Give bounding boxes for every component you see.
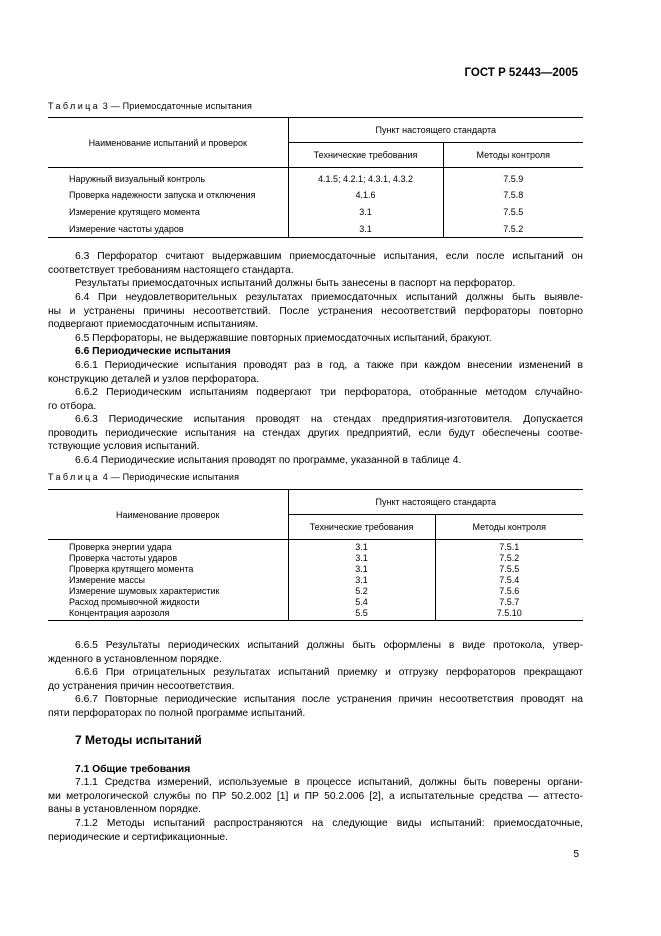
text-line: 6.6.3 Периодические испытания проводят на стендах предприятия-изготовителя. Допускается [75,414,583,425]
table3-cell-method: 7.5.9 [503,174,524,185]
text-line: 7.1.1 Средства измерений, используемые в процессе испытаний, должны быть поверены органи- [75,777,583,788]
table-row [48,221,583,238]
table3-cell-name: Измерение частоты ударов [48,221,288,238]
table4-cell-name: Измерение массы [69,575,145,585]
table3-head-methods: Методы контроля [443,143,583,168]
table-row [48,540,583,553]
page-number: 5 [573,849,579,860]
text-line: ны и устранены причины несоответствий. После устранения несоответствий перфораторы повторно [48,305,583,317]
table4-caption [48,472,239,482]
paragraph-6-5 [48,332,583,346]
table4-cell-name: Измерение шумовых характеристик [69,586,220,596]
table-row [48,586,583,597]
table4-cell-name: Проверка энергии удара [69,542,172,553]
paragraph-6-6-6 [48,666,583,693]
text-line: 6.6.1 Периодические испытания проводят раз в год, а также при каждом внесении изменений в [75,360,583,371]
table4-cell-tech: 5.5 [288,608,435,621]
table4-cell-method: 7.5.4 [499,575,520,585]
table3-cell-method: 7.5.2 [443,221,583,238]
table3-cell-name: Измерение крутящего момента [69,207,200,217]
table3-cell-tech: 4.1.5; 4.2.1; 4.3.1, 4.3.2 [288,168,443,187]
table-row [48,187,583,204]
text-line: 7.1.2 Методы испытаний распространяются на следующие виды испытаний: приемосдаточные, [75,818,583,829]
table4-cell-method: 7.5.1 [499,542,520,553]
text-line: 6.4 При неудовлетворительных результатах приемосдаточных испытаний должны быть выявле- [75,292,583,303]
text-line: проводить периодические испытания на стендах других предприятий, если будут обеспечены соотве- [48,427,583,439]
section-heading: 6.6 Периодические испытания [75,346,231,357]
text-line: пяти перфораторах по полной программе испытаний. [48,707,306,719]
table4-cell-name: Концентрация аэрозоля [48,608,288,621]
table-row [48,575,583,586]
table4 [48,489,583,621]
table4-cell-tech: 3.1 [288,564,435,575]
text-line: ми метрологической службы по ПР 50.2.002 [1] и ПР 50.2.006 [2], а испытательные средства — аттесто- [48,790,583,802]
table3 [48,117,583,238]
paragraph-6-6-2 [48,386,583,413]
table-row [48,204,583,221]
section-heading: 7.1 Общие требования [75,764,191,775]
text-line: 6.6.5 Результаты периодических испытаний должны быть оформлены в виде протокола, утвер- [75,640,583,651]
table4-cell-method: 7.5.7 [499,597,520,607]
table4-head-punkt: Пункт настоящего стандарта [288,490,583,515]
table4-cell-method: 7.5.2 [499,553,520,563]
table4-cell-method: 7.5.6 [499,586,520,596]
text-line: подвергают приемосдаточным испытаниям. [48,319,259,331]
table3-cell-tech: 3.1 [288,204,443,221]
text-line: 6.6.2 Периодическим испытаниям подвергают три перфоратора, отобранные методом случайно- [75,387,583,398]
table-row [48,553,583,564]
text-line: до устранения причин несоответствия. [48,680,235,692]
section-7-title: 7 Методы испытаний [75,733,202,747]
text-line: конструкцию деталей и узлов перфоратора. [48,373,260,385]
table4-caption-text: 4 — Периодические испытания [102,472,240,482]
table4-cell-tech: 3.1 [288,540,435,553]
text-line: соответствует требованиям настоящего стандарта. [48,264,294,276]
table-row [48,608,583,621]
text-line: 6.5 Перфораторы, не выдержавшие повторных приемосдаточных испытаний, бракуют. [75,333,492,344]
paragraph-6-6-7 [48,693,583,720]
table4-caption-word: Таблица [48,472,101,482]
text-line: жденного в установленном порядке. [48,653,222,665]
document-header: ГОСТ Р 52443—2005 [464,67,578,79]
table3-caption-text: 3 — Приемосдаточные испытания [102,101,253,111]
table3-cell-method: 7.5.5 [503,207,524,217]
text-line: 6.6.6 При отрицательных результатах испытаний приемку и отгрузку перфораторов прекращают [75,667,583,678]
table4-cell-method: 7.5.5 [499,564,520,574]
text-line: периодические и сертификационные. [48,831,228,843]
table3-cell-name: Наружный визуальный контроль [69,174,206,185]
text-line: тствующие условия испытаний. [48,441,200,453]
table3-head-punkt: Пункт настоящего стандарта [288,118,583,143]
paragraph-6-6-4 [48,454,583,468]
paragraph-6-6-3 [48,413,583,454]
table4-cell-tech: 3.1 [288,575,435,586]
paragraph-6-4 [48,291,583,332]
table3-caption [48,101,252,111]
paragraph-6-6-1 [48,359,583,386]
table4-head-methods: Методы контроля [435,515,583,540]
text-line: 6.3 Перфоратор считают выдержавшим приемосдаточные испытания, если после испытаний он [75,251,583,262]
table4-head-tech: Технические требования [288,515,435,540]
table-row [48,564,583,575]
table3-cell-tech: 4.1.6 [288,187,443,204]
text-line: ваны в установленном порядке. [48,804,201,816]
table4-cell-tech: 5.2 [288,586,435,597]
table4-cell-name: Проверка частоты ударов [69,553,178,563]
table3-caption-word: Таблица [48,101,101,111]
table3-cell-name: Проверка надежности запуска и отключения [69,190,256,200]
paragraph-6-3 [48,250,583,291]
text-line: 6.6.4 Периодические испытания проводят по программе, указанной в таблице 4. [75,455,462,466]
table4-cell-tech: 3.1 [288,553,435,564]
section-6-6-title [48,345,583,359]
text-line: 6.6.7 Повторные периодические испытания после устранения причин несоответствия проводят на [75,694,583,705]
table4-cell-method: 7.5.10 [435,608,583,621]
table4-cell-tech: 5.4 [288,597,435,608]
table4-cell-name: Расход промывочной жидкости [69,597,200,607]
table4-head-name: Наименование проверок [48,490,288,540]
paragraph-6-6-5 [48,639,583,666]
table3-head-tech: Технические требования [288,143,443,168]
table4-cell-name: Проверка крутящего момента [69,564,194,574]
table3-cell-tech: 3.1 [288,221,443,238]
table3-cell-method: 7.5.8 [503,190,524,200]
table-row [48,597,583,608]
table3-head-name: Наименование испытаний и проверок [48,118,288,168]
text-line: Результаты приемосдаточных испытаний должны быть занесены в паспорт на перфоратор. [75,278,516,290]
table-row [48,168,583,187]
section-7-1-title [48,763,583,777]
paragraph-7-1-1 [48,776,583,817]
paragraph-7-1-2 [48,817,583,844]
text-line: го отбора. [48,400,97,412]
